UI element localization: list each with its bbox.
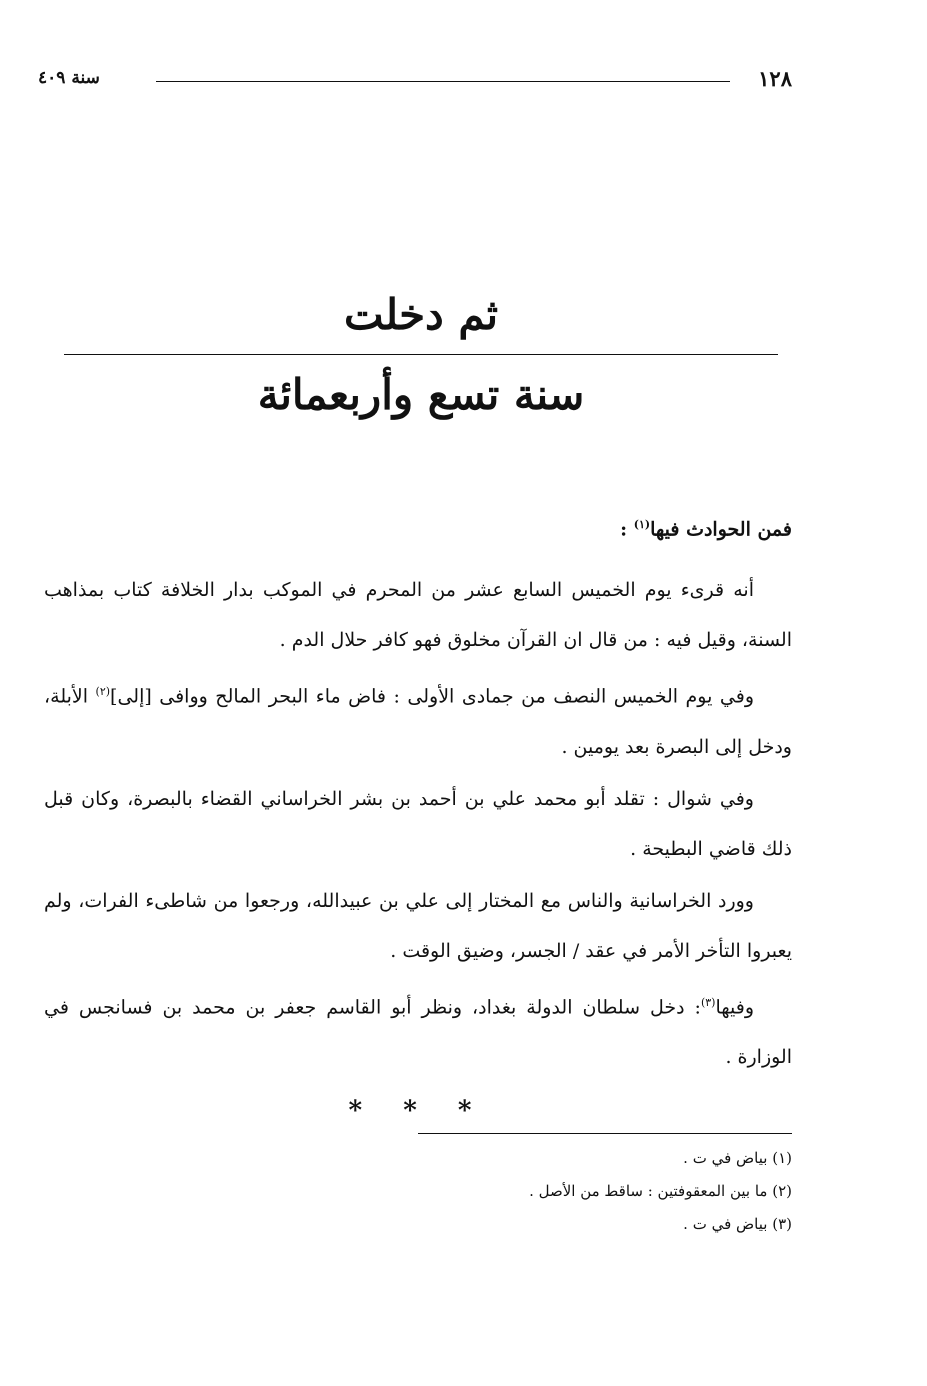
footnote-1: (١) بياض في ت . (683, 1149, 792, 1167)
footnote-ref-3[interactable]: (٣) (700, 995, 716, 1009)
running-title: سنة ٤٠٩ (38, 68, 100, 88)
paragraph-2-text-b: الأبلة، ودخل إلى البصرة بعد يومين . (44, 685, 792, 758)
paragraph-4: وورد الخراسانية والناس مع المختار إلى علي بن عبيدالله، ورجعوا من شاطىء الفرات، ولم يعبروا التأخر الأمر في عقد / الجسر، وضيق الوقت . (44, 889, 792, 962)
main-text (44, 505, 792, 1126)
footnote-ref-1[interactable]: (١) (633, 518, 651, 531)
footnote-3: (٣) بياض في ت . (683, 1215, 792, 1233)
paragraph-2 (44, 667, 792, 771)
running-header (38, 66, 792, 96)
lead-text: فمن الحوادث فيها (650, 518, 792, 541)
paragraph-5 (44, 978, 792, 1082)
heading-rule (64, 354, 778, 355)
paragraph-5-text-a: وفيها (715, 995, 754, 1018)
footnote-2: (٢) ما بين المعقوفتين : ساقط من الأصل . (529, 1182, 792, 1200)
chapter-heading-line2: سنة تسع وأربعمائة (257, 370, 585, 419)
section-lead (44, 505, 792, 549)
footnote-ref-2[interactable]: (٢) (95, 685, 111, 699)
page-number: ١٢٨ (758, 66, 792, 91)
paragraph-3: وفي شوال : تقلد أبو محمد علي بن أحمد بن بشر الخراساني القضاء بالبصرة، وكان قبل ذلك قاضي البطيحة . (44, 787, 792, 860)
footnotes (292, 1142, 792, 1241)
paragraph-5-text-b: : دخل سلطان الدولة بغداد، ونظر أبو القاسم جعفر بن محمد بن فسانجس في الوزارة . (44, 995, 792, 1068)
paragraph-2-text-a: وفي يوم الخميس النصف من جمادى الأولى : فاض ماء البحر المالح ووافى [إلى] (110, 685, 754, 708)
paragraph-1: أنه قرىء يوم الخميس السابع عشر من المحرم في الموكب بدار الخلافة كتاب بمذاهب السنة، وقيل فيه : من قال ان القرآن مخلوق فهو كافر حلال الدم . (44, 579, 792, 652)
chapter-heading-line1: ثم دخلت (343, 290, 499, 339)
paragraph-4-wrapper (44, 876, 792, 976)
footnote-rule (418, 1133, 792, 1134)
section-separator: * * * (348, 1095, 488, 1126)
lead-colon: : (620, 518, 628, 541)
header-rule (156, 81, 730, 82)
